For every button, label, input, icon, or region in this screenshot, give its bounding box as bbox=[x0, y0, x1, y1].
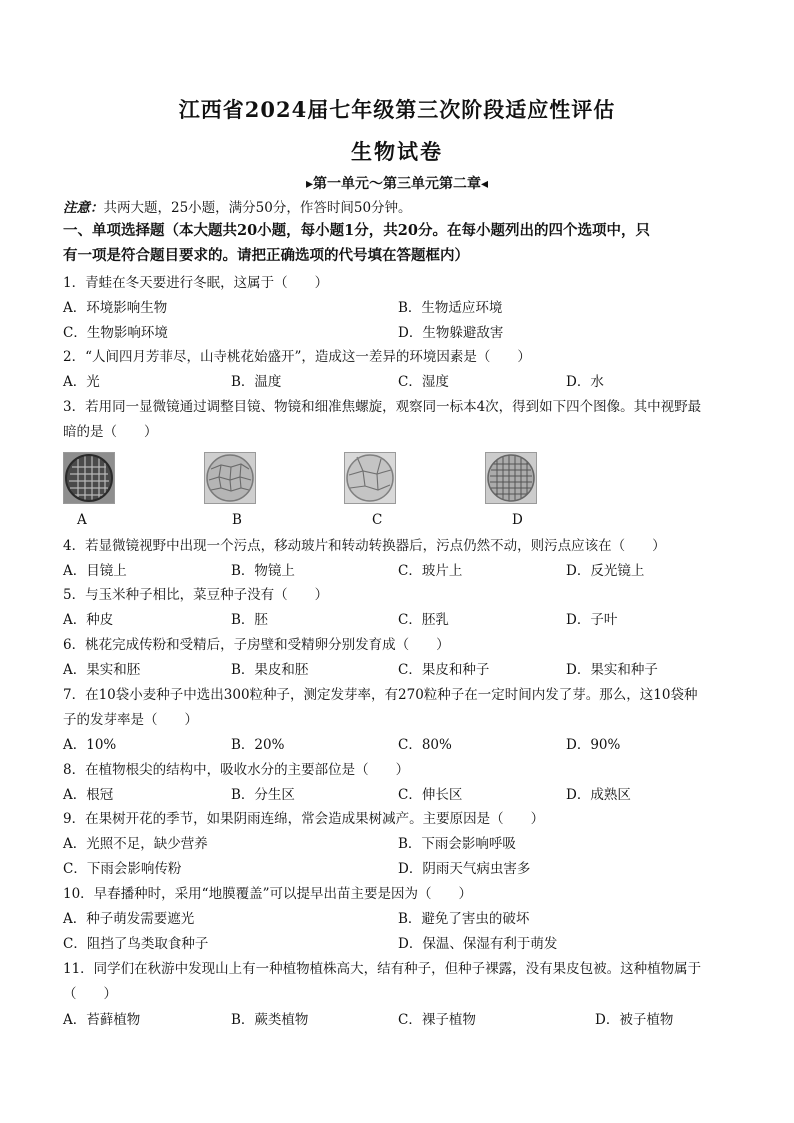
option-c: C．下雨会影响传粉 bbox=[63, 861, 182, 877]
question-stem: 9．在果树开花的季节，如果阴雨连绵，常会造成果树减产。主要原因是（ ） bbox=[63, 811, 545, 827]
question-stem: 6．桃花完成传粉和受精后，子房壁和受精卵分别发育成（ ） bbox=[63, 637, 450, 653]
image-label-a: A bbox=[77, 512, 87, 528]
option-b: B．温度 bbox=[231, 374, 282, 390]
option-a: A．目镜上 bbox=[63, 563, 127, 579]
notice-label: 注意： bbox=[63, 200, 104, 216]
option-d: D．被子植物 bbox=[595, 1012, 674, 1028]
exam-scope: ▸第一单元～第三单元第二章◂ bbox=[305, 176, 489, 192]
option-b: B．分生区 bbox=[231, 787, 295, 803]
option-c: C．生物影响环境 bbox=[63, 325, 168, 341]
option-a: A．光 bbox=[63, 374, 100, 390]
question-stem: 10．早春播种时，采用“地膜覆盖”可以提早出苗主要是因为（ ） bbox=[63, 886, 472, 902]
option-b: B．蕨类植物 bbox=[231, 1012, 309, 1028]
option-b: B．避免了害虫的破坏 bbox=[398, 911, 530, 927]
option-d: D．反光镜上 bbox=[566, 563, 645, 579]
section-heading-line1: 一、单项选择题（本大题共20小题，每小题1分，共20分。在每小题列出的四个选项中，只 bbox=[63, 222, 650, 239]
option-c: C．湿度 bbox=[398, 374, 449, 390]
option-d: D．90% bbox=[566, 737, 621, 753]
question-stem: 2．“人间四月芳菲尽，山寺桃花始盛开”，造成这一差异的环境因素是（ ） bbox=[63, 349, 531, 365]
image-label-c: C bbox=[372, 512, 383, 528]
option-b: B．果皮和胚 bbox=[231, 662, 309, 678]
section-heading-line2: 有一项是符合题目要求的。请把正确选项的代号填在答题框内） bbox=[63, 247, 469, 264]
microscope-image-b bbox=[204, 452, 256, 504]
option-a: A．10% bbox=[63, 737, 117, 753]
question-stem: 1．青蛙在冬天要进行冬眠，这属于（ ） bbox=[63, 275, 329, 291]
option-b: B．生物适应环境 bbox=[398, 300, 503, 316]
notice-text: 共两大题，25小题，满分50分，作答时间50分钟。 bbox=[103, 200, 412, 216]
option-a: A．光照不足，缺少营养 bbox=[63, 836, 208, 852]
option-b: B．物镜上 bbox=[231, 563, 295, 579]
option-c: C．果皮和种子 bbox=[398, 662, 490, 678]
option-a: A．环境影响生物 bbox=[63, 300, 168, 316]
option-d: D．果实和种子 bbox=[566, 662, 658, 678]
question-stem-cont: 子的发芽率是（ ） bbox=[63, 712, 198, 728]
option-c: C．80% bbox=[398, 737, 452, 753]
option-a: A．根冠 bbox=[63, 787, 114, 803]
image-label-b: B bbox=[232, 512, 242, 528]
option-d: D．保温、保湿有利于萌发 bbox=[398, 936, 558, 952]
option-d: D．阴雨天气病虫害多 bbox=[398, 861, 531, 877]
option-c: C．裸子植物 bbox=[398, 1012, 476, 1028]
image-label-d: D bbox=[512, 512, 523, 528]
option-c: C．胚乳 bbox=[398, 612, 449, 628]
option-c: C．玻片上 bbox=[398, 563, 463, 579]
option-a: A．种皮 bbox=[63, 612, 114, 628]
option-a: A．果实和胚 bbox=[63, 662, 141, 678]
option-a: A．苔藓植物 bbox=[63, 1012, 141, 1028]
option-b: B．胚 bbox=[231, 612, 268, 628]
option-b: B．20% bbox=[231, 737, 285, 753]
microscope-image-d bbox=[485, 452, 537, 504]
question-stem: 8．在植物根尖的结构中，吸收水分的主要部位是（ ） bbox=[63, 762, 410, 778]
option-d: D．生物躲避敌害 bbox=[398, 325, 504, 341]
option-d: D．成熟区 bbox=[566, 787, 631, 803]
option-c: C．阻挡了鸟类取食种子 bbox=[63, 936, 209, 952]
question-stem-cont: 暗的是（ ） bbox=[63, 424, 158, 440]
option-b: B．下雨会影响呼吸 bbox=[398, 836, 516, 852]
microscope-image-c bbox=[344, 452, 396, 504]
option-d: D．子叶 bbox=[566, 612, 618, 628]
notice-line bbox=[63, 199, 412, 217]
question-stem: 5．与玉米种子相比，菜豆种子没有（ ） bbox=[63, 587, 329, 603]
option-c: C．伸长区 bbox=[398, 787, 463, 803]
question-stem: 4．若显微镜视野中出现一个污点，移动玻片和转动转换器后，污点仍然不动，则污点应该在（ ） bbox=[63, 538, 666, 554]
exam-subject: 生物试卷 bbox=[351, 139, 443, 164]
question-stem: 11．同学们在秋游中发现山上有一种植物植株高大，结有种子，但种子裸露，没有果皮包被。这种植物属于 bbox=[63, 961, 702, 977]
question-stem: 7．在10袋小麦种子中选出300粒种子，测定发芽率，有270粒种子在一定时间内发了芽。那么，这10袋种 bbox=[63, 687, 698, 703]
exam-title: 江西省2024届七年级第三次阶段适应性评估 bbox=[178, 97, 616, 122]
microscope-image-a bbox=[63, 452, 115, 504]
question-stem-cont: （ ） bbox=[63, 986, 117, 1002]
question-stem: 3．若用同一显微镜通过调整目镜、物镜和细准焦螺旋，观察同一标本4次，得到如下四个图像。其中视野最 bbox=[63, 399, 702, 415]
option-d: D．水 bbox=[566, 374, 604, 390]
option-a: A．种子萌发需要遮光 bbox=[63, 911, 195, 927]
